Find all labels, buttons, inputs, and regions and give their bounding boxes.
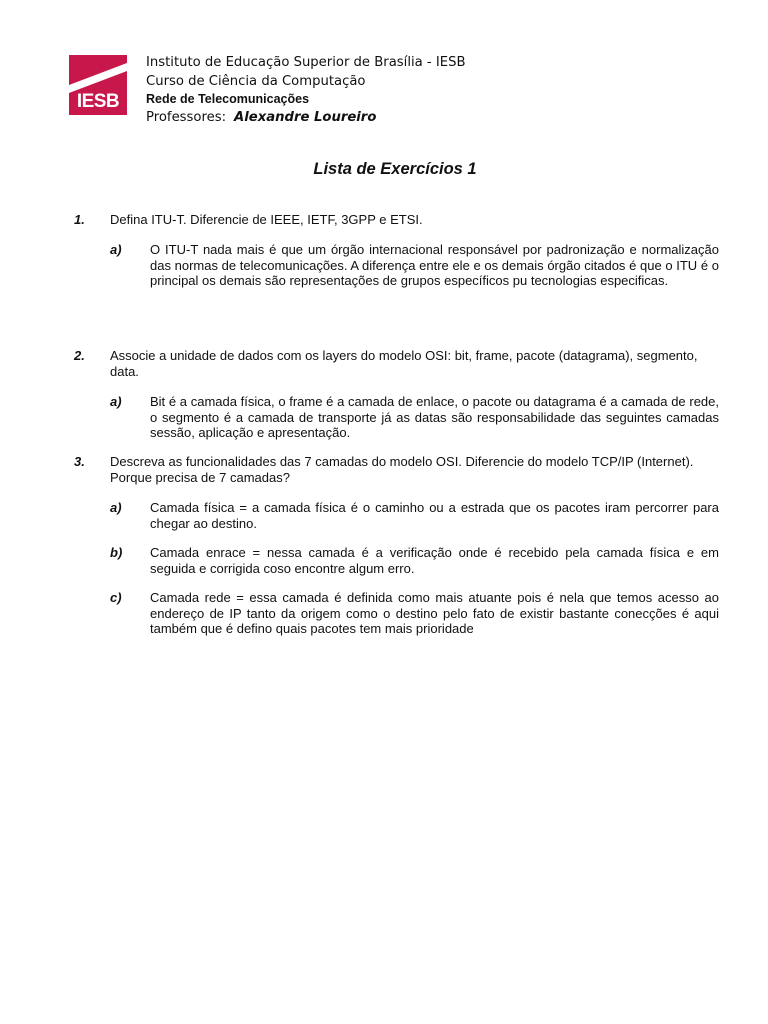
answer-text: Camada enrace = nessa camada é a verificação onde é recebido pela camada física e em seguida e corrigida coso encontre algum erro. bbox=[150, 545, 719, 576]
answer-letter: a) bbox=[110, 500, 122, 515]
answer-letter: c) bbox=[110, 590, 122, 605]
answer-letter: b) bbox=[110, 545, 123, 560]
professors-label: Professores: bbox=[146, 110, 227, 125]
question-text: Descreva as funcionalidades das 7 camadas do modelo OSI. Diferencie do modelo TCP/IP (Internet). Porque precisa de 7 camadas? bbox=[110, 454, 694, 485]
iesb-logo-text: IESB bbox=[76, 91, 120, 112]
answer-item bbox=[74, 500, 719, 531]
answer-item bbox=[74, 590, 719, 637]
question-text: Defina ITU-T. Diferencie de IEEE, IETF, 3GPP e ETSI. bbox=[110, 212, 423, 227]
answer-text: Camada rede = essa camada é definida como mais atuante pois é nela que temos acesso ao endereço de IP tanto da origem como o destino pelo fato de existir bastante conecções é aqui também que é defino quais pacotes tem mais prioridade bbox=[150, 590, 719, 636]
question-number: 2. bbox=[74, 348, 85, 363]
answer-item bbox=[74, 394, 719, 441]
question-2 bbox=[74, 348, 719, 441]
answer-item bbox=[74, 545, 719, 576]
question-1 bbox=[74, 212, 719, 289]
subject-name: Rede de Telecomunicações bbox=[146, 92, 310, 106]
page-title: Lista de Exercícios 1 bbox=[313, 160, 477, 178]
answer-letter: a) bbox=[110, 242, 122, 257]
answer-text: O ITU-T nada mais é que um órgão internacional responsável por padronização e normalização das normas de telecomunicações. A diferença entre ele e os demais órgão citados é que o ITU é o principal os demais são representações de grupos específicos pu tecnologias especificas. bbox=[150, 242, 719, 288]
professor-name: Alexandre Loureiro bbox=[234, 110, 377, 125]
answer-letter: a) bbox=[110, 394, 122, 409]
document-header bbox=[146, 53, 466, 127]
question-text: Associe a unidade de dados com os layers do modelo OSI: bit, frame, pacote (datagrama), segmento, data. bbox=[110, 348, 698, 379]
question-3 bbox=[74, 454, 719, 637]
professors-line bbox=[146, 108, 466, 127]
answer-item bbox=[74, 242, 719, 289]
institution-name: Instituto de Educação Superior de Brasília - IESB bbox=[146, 55, 466, 70]
question-number: 3. bbox=[74, 454, 85, 469]
course-name: Curso de Ciência da Computação bbox=[146, 74, 366, 89]
answer-text: Bit é a camada física, o frame é a camada de enlace, o pacote ou datagrama é a camada de rede, o segmento é a camada de transporte já as datas são responsabilidade das seguintes camadas sessão, aplicação e apresentação. bbox=[150, 394, 719, 440]
answer-text: Camada física = a camada física é o caminho ou a estrada que os pacotes iram percorrer para chegar ao destino. bbox=[150, 500, 719, 531]
question-number: 1. bbox=[74, 212, 85, 227]
